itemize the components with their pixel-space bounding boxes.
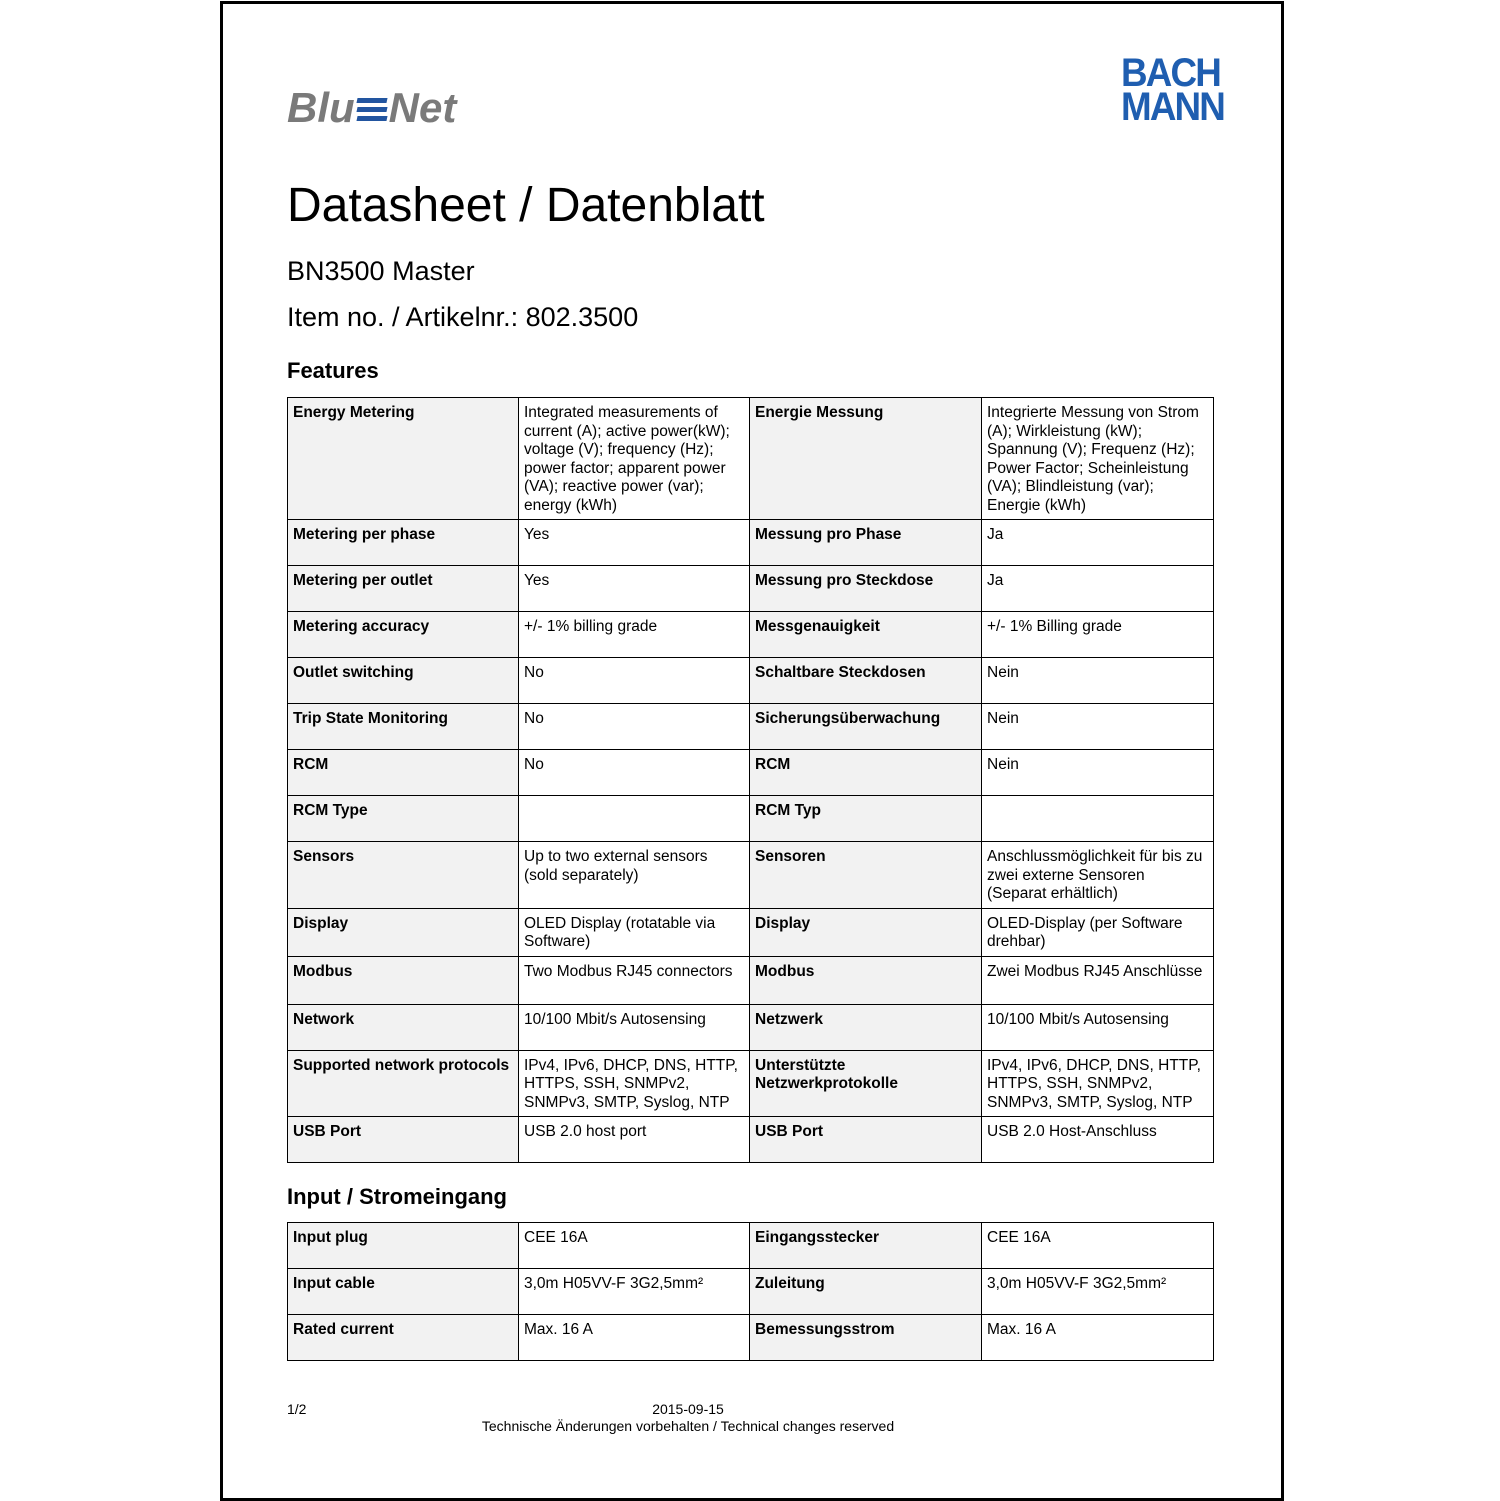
en-value-cell: Two Modbus RJ45 connectors	[519, 956, 750, 1004]
page-number: 1/2	[287, 1401, 307, 1417]
de-label-cell: Unterstützte Netzwerkprotokolle	[750, 1050, 982, 1117]
en-value-cell: No	[519, 658, 750, 704]
table-row	[288, 1223, 1214, 1269]
de-label-cell: Bemessungsstrom	[750, 1315, 982, 1361]
table-row	[288, 796, 1214, 842]
de-value-cell: IPv4, IPv6, DHCP, DNS, HTTP, HTTPS, SSH, SNMPv2, SNMPv3, SMTP, Syslog, NTP	[982, 1050, 1214, 1117]
footer-note: Technische Änderungen vorbehalten / Technical changes reserved	[481, 1418, 895, 1434]
table-row	[288, 612, 1214, 658]
en-value-cell: USB 2.0 host port	[519, 1117, 750, 1163]
de-label-cell: Sensoren	[750, 842, 982, 909]
input-table	[287, 1222, 1214, 1361]
table-row	[288, 520, 1214, 566]
en-value-cell: No	[519, 704, 750, 750]
en-value-cell: 3,0m H05VV-F 3G2,5mm²	[519, 1269, 750, 1315]
table-row	[288, 704, 1214, 750]
en-value-cell: Max. 16 A	[519, 1315, 750, 1361]
en-label-cell: Network	[288, 1004, 519, 1050]
en-value-cell: Up to two external sensors (sold separately)	[519, 842, 750, 909]
bachmann-logo-line-2: MANN	[1121, 85, 1225, 129]
de-value-cell: +/- 1% Billing grade	[982, 612, 1214, 658]
de-value-cell: Nein	[982, 704, 1214, 750]
de-label-cell: Netzwerk	[750, 1004, 982, 1050]
en-label-cell: Trip State Monitoring	[288, 704, 519, 750]
bluenet-logo-text-1: Blu	[287, 84, 355, 131]
bachmann-logo	[1121, 51, 1233, 129]
table-row	[288, 398, 1214, 520]
de-value-cell: Integrierte Messung von Strom (A); Wirkleistung (kW); Spannung (V); Frequenz (Hz); Power Factor; Scheinleistung (VA); Blindleistung (var); Energie (kWh)	[982, 398, 1214, 520]
en-label-cell: Metering per phase	[288, 520, 519, 566]
bluenet-logo-mark-icon	[357, 96, 387, 124]
en-label-cell: Supported network protocols	[288, 1050, 519, 1117]
table-row	[288, 956, 1214, 1004]
en-value-cell: Yes	[519, 566, 750, 612]
de-label-cell: Messung pro Phase	[750, 520, 982, 566]
de-label-cell: Messgenauigkeit	[750, 612, 982, 658]
en-label-cell: USB Port	[288, 1117, 519, 1163]
de-value-cell: 3,0m H05VV-F 3G2,5mm²	[982, 1269, 1214, 1315]
table-row	[288, 566, 1214, 612]
document-title: Datasheet / Datenblatt	[287, 179, 765, 232]
bachmann-logo-line-1: BACH	[1121, 51, 1220, 95]
de-label-cell: Eingangsstecker	[750, 1223, 982, 1269]
item-number: Item no. / Artikelnr.: 802.3500	[287, 302, 639, 332]
product-name: BN3500 Master	[287, 256, 475, 286]
en-label-cell: Input plug	[288, 1223, 519, 1269]
en-label-cell: Energy Metering	[288, 398, 519, 520]
en-label-cell: Input cable	[288, 1269, 519, 1315]
de-value-cell: Nein	[982, 658, 1214, 704]
en-value-cell: 10/100 Mbit/s Autosensing	[519, 1004, 750, 1050]
table-row	[288, 1269, 1214, 1315]
en-value-cell: +/- 1% billing grade	[519, 612, 750, 658]
en-label-cell: Metering per outlet	[288, 566, 519, 612]
de-label-cell: RCM	[750, 750, 982, 796]
footer-info	[288, 1401, 1088, 1435]
table-row	[288, 842, 1214, 909]
table-row	[288, 1050, 1214, 1117]
en-value-cell: Integrated measurements of current (A); active power(kW); voltage (V); frequency (Hz); power factor; apparent power (VA); reactive power (var); energy (kWh)	[519, 398, 750, 520]
en-label-cell: Metering accuracy	[288, 612, 519, 658]
de-value-cell: USB 2.0 Host-Anschluss	[982, 1117, 1214, 1163]
de-value-cell: 10/100 Mbit/s Autosensing	[982, 1004, 1214, 1050]
en-value-cell: Yes	[519, 520, 750, 566]
de-value-cell: Max. 16 A	[982, 1315, 1214, 1361]
footer-date: 2015-09-15	[652, 1401, 724, 1417]
table-row	[288, 750, 1214, 796]
bluenet-logo-text-2: Net	[388, 84, 457, 131]
table-row	[288, 908, 1214, 956]
de-label-cell: Zuleitung	[750, 1269, 982, 1315]
de-label-cell: Messung pro Steckdose	[750, 566, 982, 612]
de-label-cell: Display	[750, 908, 982, 956]
en-value-cell: CEE 16A	[519, 1223, 750, 1269]
features-heading: Features	[287, 358, 379, 383]
en-label-cell: Modbus	[288, 956, 519, 1004]
features-table	[287, 397, 1214, 1163]
de-value-cell: CEE 16A	[982, 1223, 1214, 1269]
de-value-cell: Zwei Modbus RJ45 Anschlüsse	[982, 956, 1214, 1004]
de-value-cell	[982, 796, 1214, 842]
table-row	[288, 658, 1214, 704]
en-label-cell: RCM Type	[288, 796, 519, 842]
de-label-cell: Schaltbare Steckdosen	[750, 658, 982, 704]
input-heading: Input / Stromeingang	[287, 1184, 507, 1209]
de-label-cell: Sicherungsüberwachung	[750, 704, 982, 750]
de-label-cell: Energie Messung	[750, 398, 982, 520]
de-value-cell: Anschlussmöglichkeit für bis zu zwei externe Sensoren (Separat erhältlich)	[982, 842, 1214, 909]
table-row	[288, 1004, 1214, 1050]
de-value-cell: Ja	[982, 520, 1214, 566]
de-value-cell: Ja	[982, 566, 1214, 612]
de-label-cell: Modbus	[750, 956, 982, 1004]
table-row	[288, 1117, 1214, 1163]
en-label-cell: Display	[288, 908, 519, 956]
en-label-cell: RCM	[288, 750, 519, 796]
en-label-cell: Sensors	[288, 842, 519, 909]
en-value-cell: IPv4, IPv6, DHCP, DNS, HTTP, HTTPS, SSH, SNMPv2, SNMPv3, SMTP, Syslog, NTP	[519, 1050, 750, 1117]
de-value-cell: OLED-Display (per Software drehbar)	[982, 908, 1214, 956]
table-row	[288, 1315, 1214, 1361]
en-value-cell: OLED Display (rotatable via Software)	[519, 908, 750, 956]
de-label-cell: USB Port	[750, 1117, 982, 1163]
bluenet-logo	[287, 84, 456, 132]
de-label-cell: RCM Typ	[750, 796, 982, 842]
de-value-cell: Nein	[982, 750, 1214, 796]
en-label-cell: Outlet switching	[288, 658, 519, 704]
en-label-cell: Rated current	[288, 1315, 519, 1361]
en-value-cell	[519, 796, 750, 842]
en-value-cell: No	[519, 750, 750, 796]
